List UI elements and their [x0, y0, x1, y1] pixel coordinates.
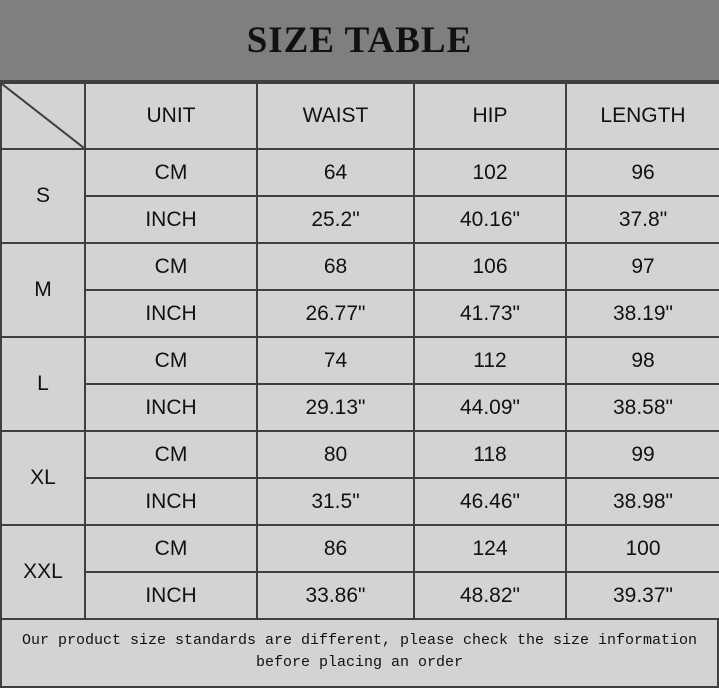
table-row	[1, 384, 719, 431]
table-row	[1, 478, 719, 525]
cell-waist-inch: 25.2"	[257, 196, 414, 243]
table-row	[1, 572, 719, 619]
cell-hip-inch: 40.16"	[414, 196, 566, 243]
cell-hip-inch: 48.82"	[414, 572, 566, 619]
table-row	[1, 243, 719, 290]
diagonal-split-cell-icon	[1, 83, 85, 149]
table-row	[1, 196, 719, 243]
cell-waist-cm: 86	[257, 525, 414, 572]
table-row	[1, 431, 719, 478]
cell-length-cm: 96	[566, 149, 719, 196]
unit-label-inch: INCH	[85, 478, 257, 525]
cell-length-inch: 38.58"	[566, 384, 719, 431]
cell-hip-cm: 124	[414, 525, 566, 572]
row-header-size: M	[1, 243, 85, 337]
table-row	[1, 525, 719, 572]
cell-length-inch: 38.98"	[566, 478, 719, 525]
table-row	[1, 290, 719, 337]
footer-note-line-2: before placing an order	[255, 653, 464, 671]
cell-length-cm: 99	[566, 431, 719, 478]
cell-waist-cm: 74	[257, 337, 414, 384]
cell-hip-inch: 46.46"	[414, 478, 566, 525]
size-chart-table	[0, 82, 719, 620]
diagonal-line-icon	[2, 84, 84, 148]
cell-hip-cm: 112	[414, 337, 566, 384]
table-row	[1, 337, 719, 384]
footer-note	[0, 620, 719, 688]
cell-hip-cm: 118	[414, 431, 566, 478]
column-header-unit: UNIT	[85, 83, 257, 149]
bottom-margin	[0, 688, 719, 698]
cell-length-cm: 97	[566, 243, 719, 290]
row-header-size: XL	[1, 431, 85, 525]
cell-hip-cm: 106	[414, 243, 566, 290]
row-header-size: S	[1, 149, 85, 243]
row-header-size: XXL	[1, 525, 85, 619]
column-header-hip: HIP	[414, 83, 566, 149]
cell-hip-inch: 44.09"	[414, 384, 566, 431]
cell-waist-cm: 68	[257, 243, 414, 290]
footer-note-line-1: Our product size standards are different, please check the size information	[21, 632, 698, 649]
unit-label-cm: CM	[85, 431, 257, 478]
cell-hip-inch: 41.73"	[414, 290, 566, 337]
unit-label-cm: CM	[85, 337, 257, 384]
unit-label-inch: INCH	[85, 572, 257, 619]
column-header-waist: WAIST	[257, 83, 414, 149]
cell-hip-cm: 102	[414, 149, 566, 196]
row-header-size: L	[1, 337, 85, 431]
cell-length-inch: 39.37"	[566, 572, 719, 619]
cell-waist-cm: 64	[257, 149, 414, 196]
unit-label-inch: INCH	[85, 196, 257, 243]
unit-label-cm: CM	[85, 149, 257, 196]
cell-waist-inch: 33.86"	[257, 572, 414, 619]
cell-waist-inch: 31.5"	[257, 478, 414, 525]
title-bar	[0, 0, 719, 82]
unit-label-inch: INCH	[85, 290, 257, 337]
column-header-length: LENGTH	[566, 83, 719, 149]
cell-length-inch: 37.8"	[566, 196, 719, 243]
table-row	[1, 149, 719, 196]
unit-label-cm: CM	[85, 243, 257, 290]
cell-length-cm: 98	[566, 337, 719, 384]
cell-waist-inch: 26.77"	[257, 290, 414, 337]
cell-length-inch: 38.19"	[566, 290, 719, 337]
cell-waist-inch: 29.13"	[257, 384, 414, 431]
unit-label-inch: INCH	[85, 384, 257, 431]
page-title: SIZE TABLE	[246, 19, 473, 61]
table-header-row	[1, 83, 719, 149]
cell-length-cm: 100	[566, 525, 719, 572]
unit-label-cm: CM	[85, 525, 257, 572]
cell-waist-cm: 80	[257, 431, 414, 478]
